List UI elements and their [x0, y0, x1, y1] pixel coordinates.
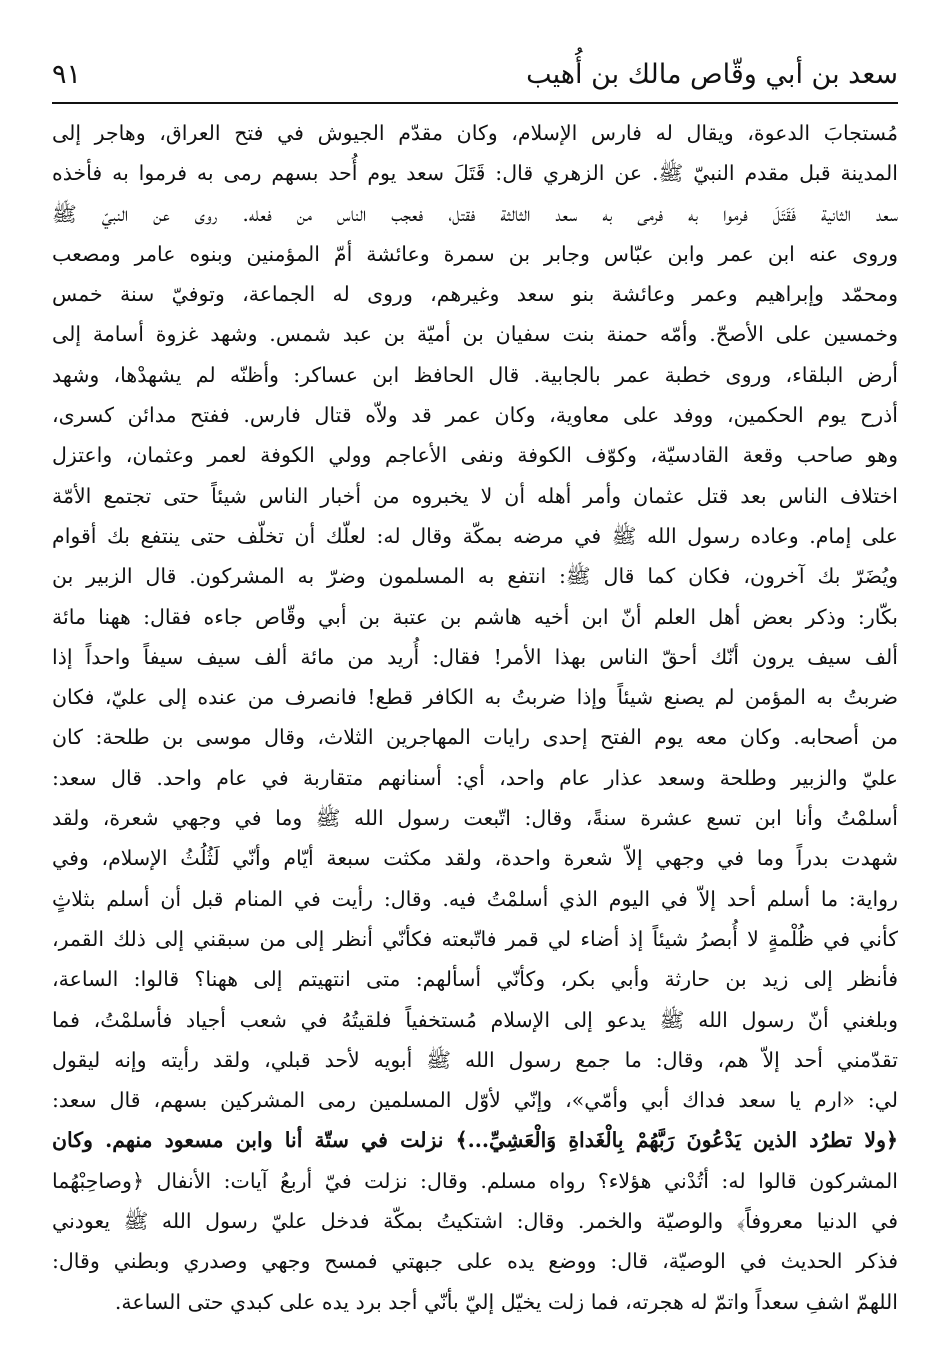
text-line: فذكر الحديث في الوصيّة، قال: ووضع يده على جبهتي فمسح وجهي وصدري وبطني وقال:	[52, 1249, 898, 1274]
text-line: لي: «ارم يا سعد فداك أبي وأمّي»، وإنّي لأوّل المسلمين رمى المشركين بسهم، قال سعد:	[52, 1088, 898, 1113]
text-line: المدينة قبل مقدم النبيّ ﷺ. عن الزهري قال: قَتَلَ سعد يوم أُحد بسهم رمى به فرموا به فأخذه	[52, 161, 898, 186]
text-line: أذرح يوم الحكمين، ووفد على معاوية، وكان عمر قد ولاّه قتال فارس. ففتح مدائن كسرى،	[52, 403, 898, 428]
text-line: ويُضَرّ بك آخرون، فكان كما قال ﷺ: انتفع به المسلمون وضرّ به المشركون. قال الزبير بن	[52, 564, 898, 589]
text-line: اختلاف الناس بعد قتل عثمان وأمر أهله أن لا يخبروه من أخبار الناس شيئاً حتى تجتمع الأمّة	[52, 483, 898, 508]
text-line: وخمسين على الأصحّ. وأمّه حمنة بنت سفيان بن أميّة بن عبد شمس. وشهد غزوة أسامة إلى	[52, 322, 898, 347]
text-line: تقدّمني أحد إلاّ هم، وقال: ما جمع رسول الله ﷺ أبويه لأحد قبلي، ولقد رأيته وإنه ليقول	[52, 1047, 898, 1072]
text-line: اللهمّ اشفِ سعداً واتمّ له هجرته، فما زلت يخيّل إليّ بأنّي أجد برد يده على كبدي حتى الساعة.	[114, 1289, 898, 1314]
text-line: مُستجابَ الدعوة، ويقال له فارس الإسلام، وكان مقدّم الجيوش في فتح العراق، وهاجر إلى	[52, 121, 898, 145]
text-line: كأني في ظُلْمةٍ لا أُبصرُ شيئاً إذ أضاء لي قمر فاتّبعته فكأنّي أنظر إلى من سبقني إلى ذلك القمر،	[52, 926, 898, 951]
text-line: وبلغني أنّ رسول الله ﷺ يدعو إلى الإسلام مُستخفياً فلقيتُهُ في شعب أجياد فأسلمْتُ، فما	[52, 1007, 898, 1032]
quran-verse-line: ﴿ولا تطرُد الذين يَدْعُونَ رَبَّهُمْ بِالْغَداةِ وَالْعَشِيِّ...﴾ نزلت في ستّة أنا وابن مسعود منهم. وكان	[52, 1128, 898, 1153]
text-line: فأنظر إلى زيد بن حارثة وأبي بكر، وكأنّي أسألهم: متى انتهيتم إلى ههنا؟ قالوا: الساعة،	[52, 967, 898, 992]
page-number: ٩١	[52, 59, 82, 90]
text-line: بكّار: وذكر بعض أهل العلم أنّ ابن أخيه هاشم بن عتبة بن أبي وقّاص جاءه فقال: ههنا مائة	[52, 604, 898, 629]
text-line: على إمام. وعاده رسول الله ﷺ في مرضه بمكّة وقال له: لعلّك أن تخلّف حتى ينتفع بك أقوام	[52, 523, 898, 548]
text-line: رواية: ما أسلم أحد إلاّ في اليوم الذي أسلمْتُ فيه. وقال: رأيت في المنام قبل أن أسلم بثلاثٍ	[52, 886, 898, 911]
body-text	[52, 113, 898, 1322]
text-line: من أصحابه. وكان معه يوم الفتح إحدى رايات المهاجرين الثلاث، وقال موسى بن طلحة: كان	[52, 725, 898, 750]
text-line: في الدنيا معروفاً﴾ والوصيّة والخمر. وقال: اشتكيتُ بمكّة فدخل عليّ رسول الله ﷺ يعودني	[52, 1209, 898, 1234]
running-title: سعد بن أبي وقّاص مالك بن أُهيب	[526, 59, 898, 90]
text-line: عليّ والزبير وطلحة وسعد عذار عام واحد، أي: أسنانهم متقاربة في عام واحد. قال سعد:	[52, 765, 898, 790]
text-line: وروى عنه ابن عمر وابن عبّاس وجابر بن سمرة وعائشة أمّ المؤمنين وبنوه عامر ومصعب	[52, 241, 898, 266]
text-line: أسلمْتُ وأنا ابن تسع عشرة سنةً، وقال: اتّبعت رسول الله ﷺ وما في وجهي شعرة، ولقد	[52, 806, 898, 831]
text-line: ومحمّد وإبراهيم وعمر وعائشة بنو سعد وغيرهم، وروى له الجماعة، وتوفيّ سنة خمس	[52, 282, 898, 307]
text-line: المشركون قالوا له: أتُدْني هؤلاء؟ رواه مسلم. وقال: نزلت فيّ أربعُ آيات: الأنفال ﴿وصاحِبْهُما	[52, 1168, 898, 1193]
text-line: ألف سيف يرون أنّك أحقّ الناس بهذا الأمر! فقال: أُريد من مائة ألف سيف سيفاً واحداً إذا	[52, 644, 898, 669]
text-line: أرض البلقاء، وروى خطبة عمر بالجابية. قال الحافظ ابن عساكر: وأظنّه لم يشهدْها، وشهد	[52, 362, 898, 387]
text-line: وهو صاحب وقعة القادسيّة، وكوّف الكوفة ونفى الأعاجم وولي الكوفة لعمر وعثمان، واعتزل	[52, 443, 898, 468]
page-header	[52, 50, 898, 104]
text-line: سعد الثانية فَقَتَلَ فرموا به فرمى به سعد الثالثة فقتل، فعجب الناس من فعله. روى عن النبيّ ﷺ	[52, 201, 898, 226]
text-line: شهدت بدراً وما في وجهي إلاّ شعرة واحدة، ولقد مكثت سبعة أيّام وأنّي لَثُلُثُ الإسلام، وفي	[52, 846, 898, 871]
text-line: ضربتُ به المؤمن لم يصنع شيئاً وإذا ضربتُ به الكافر قطع! فانصرف من عنده إلى عليّ، فكان	[52, 685, 898, 710]
